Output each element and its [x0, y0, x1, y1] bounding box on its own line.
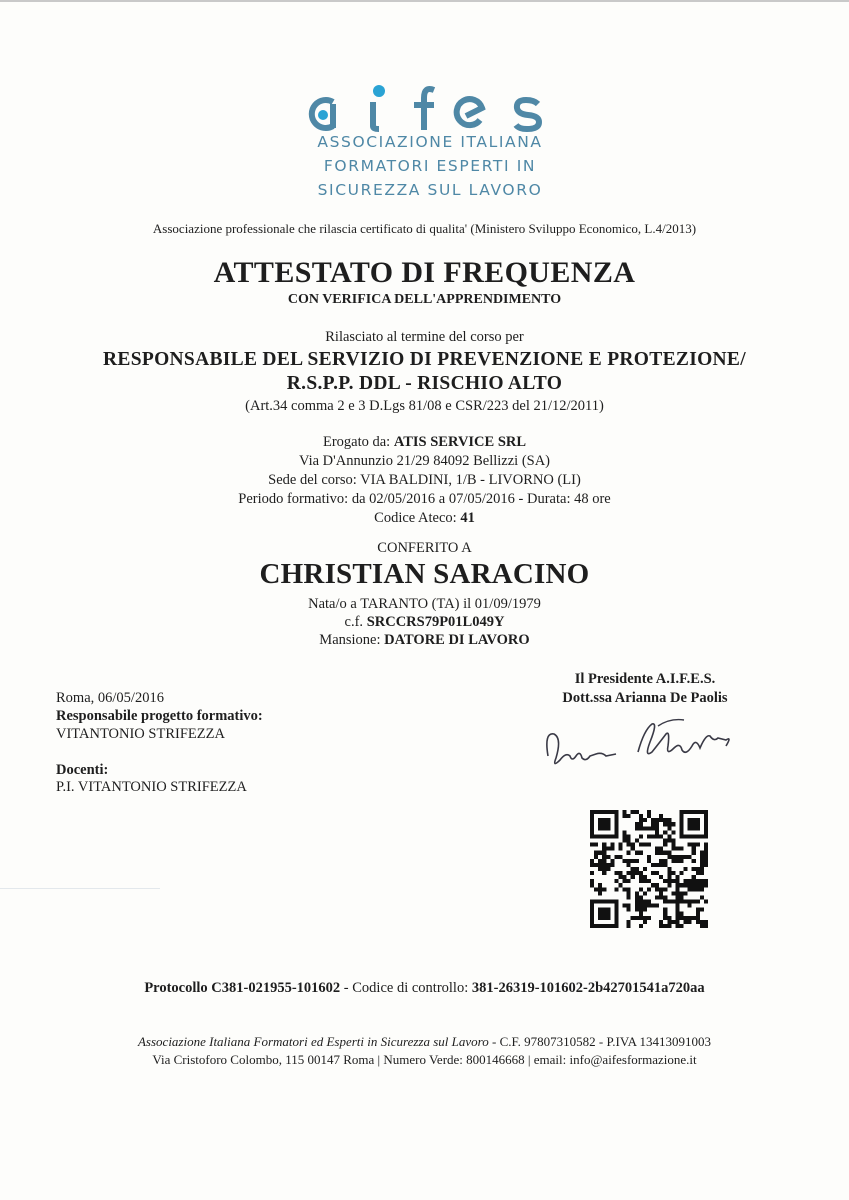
fiscal-code-line — [0, 614, 849, 631]
certificate-title: ATTESTATO DI FREQUENZA — [213, 256, 636, 289]
logo-letter-f — [414, 89, 434, 130]
logo-letter-e — [457, 99, 482, 125]
project-manager-label: Responsabile progetto formativo: — [56, 708, 263, 724]
course-period: Periodo formativo: da 02/05/2016 a 07/05/2016 - Durata: 48 ore — [238, 491, 611, 507]
provider-line — [0, 434, 849, 451]
control-code-label: - Codice di controllo: — [340, 980, 472, 996]
footer-fiscal: - C.F. 97807310582 - P.IVA 13413091003 — [488, 1034, 712, 1049]
scan-line — [0, 888, 160, 889]
fiscal-code-value: SRCCRS79P01L049Y — [366, 614, 505, 630]
control-code: 381-26319-101602-2b42701541a720aa — [471, 980, 705, 996]
footer-line-2: Via Cristoforo Colombo, 115 00147 Roma | Numero Verde: 800146668 | email: info@aifesformazione.it — [152, 1052, 697, 1067]
ateco-line — [0, 510, 849, 527]
role-label: Mansione: — [319, 632, 385, 648]
course-name-line-1: RESPONSABILE DEL SERVIZIO DI PREVENZIONE E PROTEZIONE/ — [103, 349, 746, 370]
teachers-name: P.I. VITANTONIO STRIFEZZA — [56, 779, 247, 795]
role-value: DATORE DI LAVORO — [384, 632, 530, 648]
footer-association-name: Associazione Italiana Formatori ed Esperti in Sicurezza sul Lavoro — [137, 1034, 489, 1049]
footer-line-1 — [0, 1034, 849, 1050]
protocol-number: Protocollo C381-021955-101602 — [144, 980, 341, 996]
president-name: Dott.ssa Arianna De Paolis — [562, 690, 728, 706]
teachers-label: Docenti: — [56, 762, 109, 778]
project-manager-name: VITANTONIO STRIFEZZA — [56, 726, 225, 742]
course-intro: Rilasciato al termine del corso per — [325, 329, 524, 345]
course-location: Sede del corso: VIA BALDINI, 1/B - LIVORNO (LI) — [268, 472, 581, 488]
role-line — [0, 632, 849, 649]
provider-name: ATIS SERVICE SRL — [393, 434, 527, 450]
aifes-logo — [306, 80, 556, 132]
certificate-subtitle: CON VERIFICA DELL'APPRENDIMENTO — [287, 292, 562, 307]
logo-dot-a — [318, 110, 328, 120]
course-name-line-2: R.S.P.P. DDL - RISCHIO ALTO — [286, 373, 563, 394]
recipient-birth: Nata/o a TARANTO (TA) il 01/09/1979 — [308, 596, 541, 612]
logo-line-3: SICUREZZA SUL LAVORO — [317, 181, 543, 199]
place-date: Roma, 06/05/2016 — [56, 690, 164, 706]
tagline: Associazione professionale che rilascia certificato di qualita' (Ministero Sviluppo Economico, L.4/2013) — [152, 221, 697, 236]
protocol-line — [0, 980, 849, 997]
conferred-to: CONFERITO A — [377, 540, 472, 556]
provider-address: Via D'Annunzio 21/29 84092 Bellizzi (SA) — [298, 453, 551, 469]
course-reference: (Art.34 comma 2 e 3 D.Lgs 81/08 e CSR/223 del 21/12/2011) — [245, 398, 604, 414]
logo-letter-i — [373, 102, 379, 129]
provider-label: Erogato da: — [322, 434, 394, 450]
ateco-label: Codice Ateco: — [374, 510, 461, 526]
logo-line-2: FORMATORI ESPERTI IN — [323, 157, 537, 175]
logo-dot-i — [373, 85, 385, 97]
president-signature — [540, 712, 750, 774]
page-top-edge — [0, 0, 849, 2]
qr-code — [590, 810, 708, 928]
president-title: Il Presidente A.I.F.E.S. — [574, 671, 716, 687]
logo-line-1: ASSOCIAZIONE ITALIANA — [317, 133, 543, 151]
ateco-value: 41 — [460, 510, 475, 526]
recipient-name: CHRISTIAN SARACINO — [259, 558, 590, 590]
logo-letter-s — [516, 100, 539, 129]
fiscal-code-label: c.f. — [344, 614, 367, 630]
